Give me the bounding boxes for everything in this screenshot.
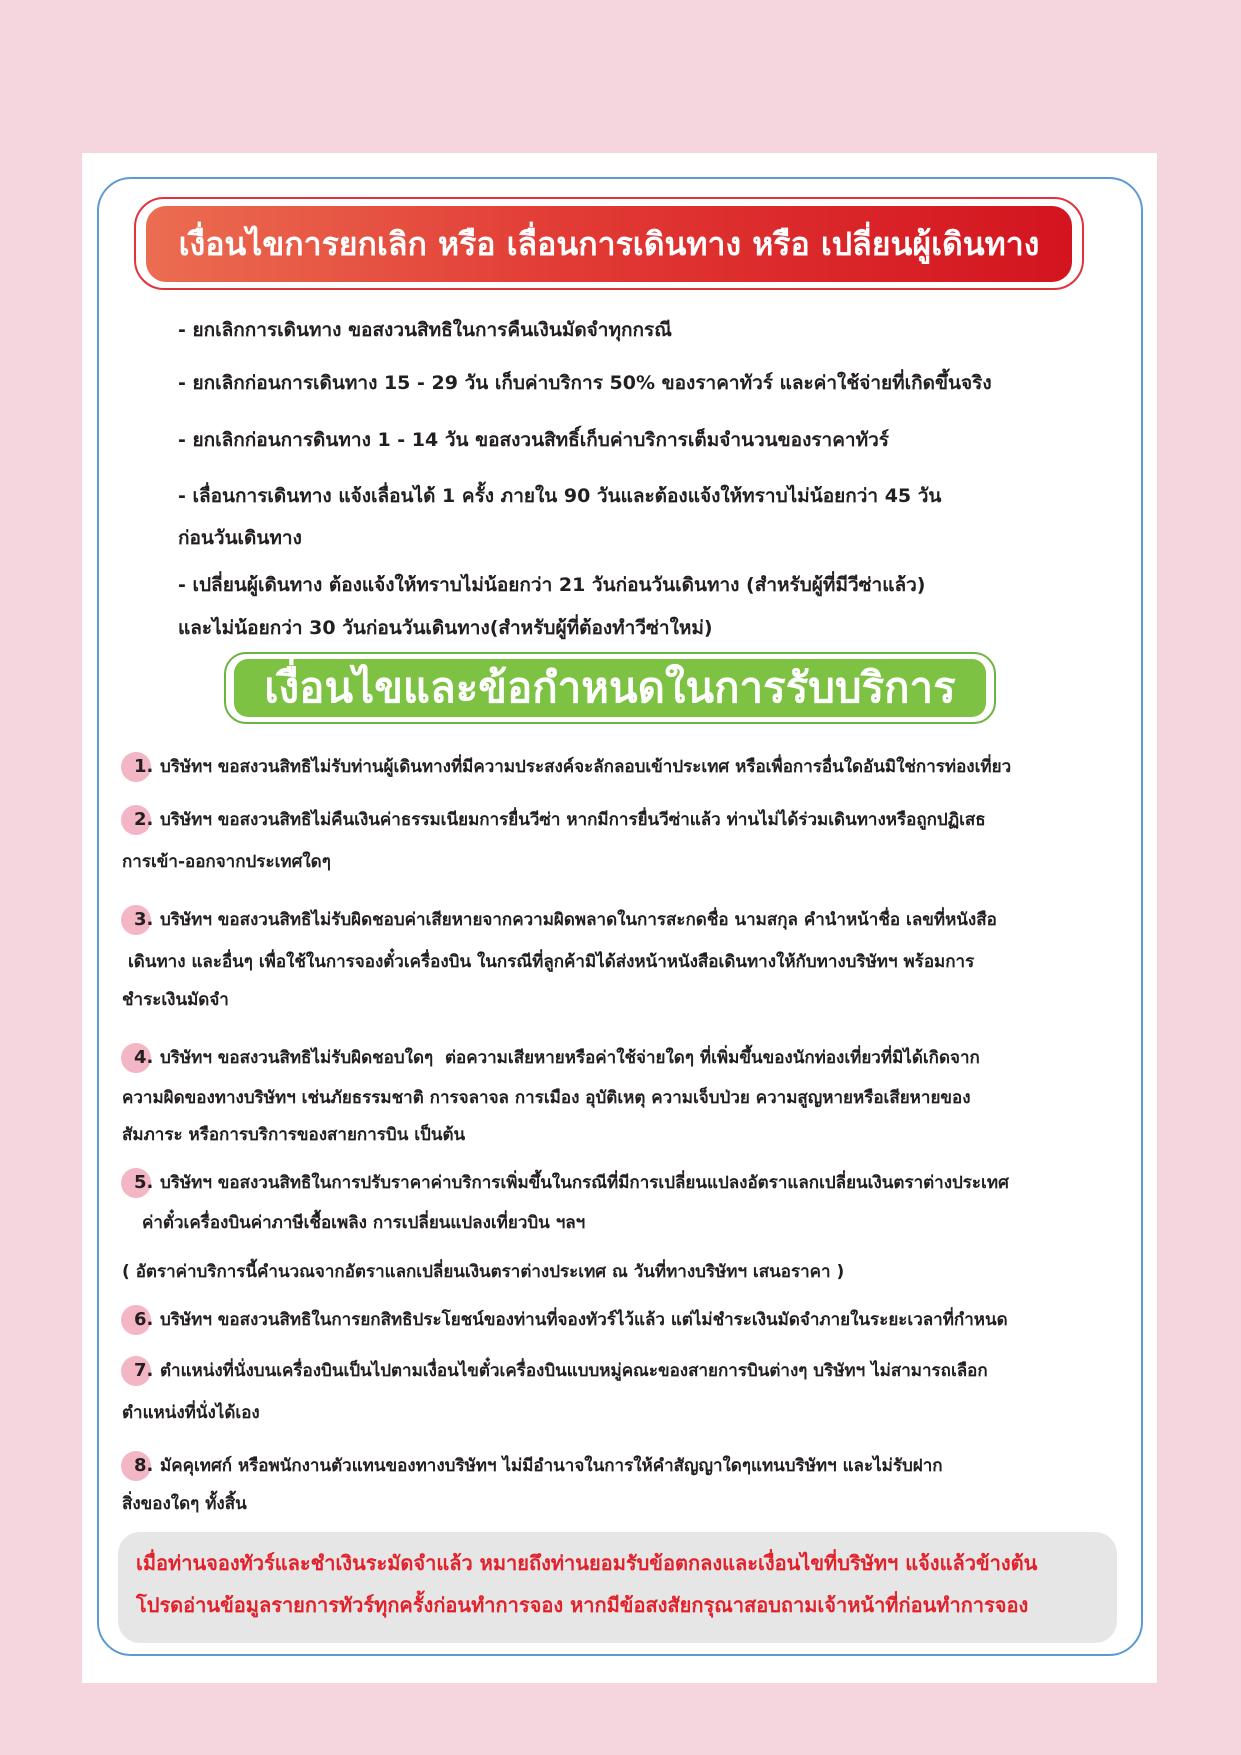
term-item-4-line-1: บริษัทฯ ขอสงวนสิทธิไม่รับผิดชอบใดๆ ต่อความเสียหายหรือค่าใช้จ่ายใดๆ ที่เพิ่มขึ้นของนักท่องเที่ยวที่มิได้เกิดจาก: [160, 1048, 980, 1068]
cancellation-title: เงื่อนไขการยกเลิก หรือ เลื่อนการเดินทาง หรือ เปลี่ยนผู้เดินทาง: [178, 225, 1040, 263]
item-number: 1.: [134, 756, 154, 777]
term-item-7-line-2: ตำแหน่งที่นั่งได้เอง: [122, 1403, 260, 1423]
term-item-4-line-3: สัมภาระ หรือการบริการของสายการบิน เป็นต้น: [122, 1125, 466, 1145]
item-number: 8.: [134, 1455, 154, 1476]
cancel-rule-1: - ยกเลิกการเดินทาง ขอสงวนสิทธิในการคืนเงินมัดจำทุกกรณี: [178, 319, 672, 341]
term-item-8-line-2: สิ่งของใดๆ ทั้งสิ้น: [122, 1494, 247, 1514]
item-number: 4.: [134, 1047, 154, 1068]
term-item-4-line-2: ความผิดของทางบริษัทฯ เช่นภัยธรรมชาติ การจลาจล การเมือง อุบัติเหตุ ความเจ็บป่วย ความสูญหายหรือเสียหายของ: [122, 1088, 971, 1108]
term-item-8-line-1: มัคคุเทศก์ หรือพนักงานตัวแทนของทางบริษัทฯ ไม่มีอำนาจในการให้คำสัญญาใดๆแทนบริษัทฯ และไม่รับฝาก: [160, 1456, 943, 1476]
notice-line-2: โปรดอ่านข้อมูลรายการทัวร์ทุกครั้งก่อนทำการจอง หากมีข้อสงสัยกรุณาสอบถามเจ้าหน้าที่ก่อนทำการจอง: [136, 1593, 1029, 1617]
term-item-2-line-2: การเข้า-ออกจากประเทศใดๆ: [122, 852, 331, 872]
term-item-5-note: ( อัตราค่าบริการนี้คำนวณจากอัตราแลกเปลี่ยนเงินตราต่างประเทศ ณ วันที่ทางบริษัทฯ เสนอราคา ): [122, 1262, 845, 1282]
term-item-3-line-2: เดินทาง และอื่นๆ เพื่อใช้ในการจองตั๋วเครื่องบิน ในกรณีที่ลูกค้ามิได้ส่งหน้าหนังสือเดินทางให้กับทางบริษัทฯ พร้อมการ: [128, 952, 975, 972]
notice-line-1: เมื่อท่านจองทัวร์และชำเงินระมัดจำแล้ว หมายถึงท่านยอมรับข้อตกลงและเงื่อนไขที่บริษัทฯ แจ้งแล้วข้างต้น: [136, 1551, 1038, 1575]
term-item-2-line-1: บริษัทฯ ขอสงวนสิทธิไม่คืนเงินค่าธรรมเนียมการยื่นวีซ่า หากมีการยื่นวีซ่าแล้ว ท่านไม่ได้ร่วมเดินทางหรือถูกปฏิเสธ: [160, 810, 986, 830]
cancel-rule-3: - ยกเลิกก่อนการดินทาง 1 - 14 วัน ขอสงวนสิทธิ์เก็บค่าบริการเต็มจำนวนของราคาทัวร์: [178, 429, 889, 451]
change-traveler-rule-line-1: - เปลี่ยนผู้เดินทาง ต้องแจ้งให้ทราบไม่น้อยกว่า 21 วันก่อนวันเดินทาง (สำหรับผู้ที่มีวีซ่าแล้ว): [178, 574, 926, 596]
item-number: 3.: [134, 909, 154, 930]
cancel-rule-2: - ยกเลิกก่อนการเดินทาง 15 - 29 วัน เก็บค่าบริการ 50% ของราคาทัวร์ และค่าใช้จ่ายที่เกิดขึ้นจริง: [178, 372, 992, 394]
term-item-5-line-2: ค่าตั๋วเครื่องบินค่าภาษีเชื้อเพลิง การเปลี่ยนแปลงเที่ยวบิน ฯลฯ: [142, 1213, 586, 1233]
change-traveler-rule-line-2: และไม่น้อยกว่า 30 วันก่อนวันเดินทาง(สำหรับผู้ที่ต้องทำวีซ่าใหม่): [178, 617, 713, 639]
term-item-3-line-1: บริษัทฯ ขอสงวนสิทธิไม่รับผิดชอบค่าเสียหายจากความผิดพลาดในการสะกดชื่อ นามสกุล คำนำหน้าชื่อ เลขที่หนังสือ: [160, 910, 997, 930]
term-item-7-line-1: ตำแหน่งที่นั่งบนเครื่องบินเป็นไปตามเงื่อนไขตั๋วเครื่องบินแบบหมู่คณะของสายการบินต่างๆ บริษัทฯ ไม่สามารถเลือก: [160, 1361, 988, 1381]
term-item-3-line-3: ชำระเงินมัดจำ: [122, 990, 229, 1010]
terms-title: เงื่อนไขและข้อกำหนดในการรับบริการ: [264, 663, 956, 712]
item-number: 2.: [134, 809, 154, 830]
term-item-6-line-1: บริษัทฯ ขอสงวนสิทธิในการยกสิทธิประโยชน์ของท่านที่จองทัวร์ไว้แล้ว แต่ไม่ชำระเงินมัดจำภายในระยะเวลาที่กำหนด: [160, 1310, 1008, 1330]
item-number: 7.: [134, 1360, 154, 1381]
item-number: 5.: [134, 1172, 154, 1193]
postpone-rule-line-1: - เลื่อนการเดินทาง แจ้งเลื่อนได้ 1 ครั้ง ภายใน 90 วันและต้องแจ้งให้ทราบไม่น้อยกว่า 45 วัน: [178, 485, 942, 507]
term-item-1-line-1: บริษัทฯ ขอสงวนสิทธิไม่รับท่านผู้เดินทางที่มีความประสงค์จะลักลอบเข้าประเทศ หรือเพื่อการอื่นใดอันมิใช่การท่องเที่ยว: [160, 757, 1012, 777]
item-number: 6.: [134, 1309, 154, 1330]
postpone-rule-line-2: ก่อนวันเดินทาง: [178, 527, 302, 549]
term-item-5-line-1: บริษัทฯ ขอสงวนสิทธิในการปรับราคาค่าบริการเพิ่มขึ้นในกรณีที่มีการเปลี่ยนแปลงอัตราแลกเปลี่ยนเงินตราต่างประเทศ: [160, 1173, 1009, 1193]
